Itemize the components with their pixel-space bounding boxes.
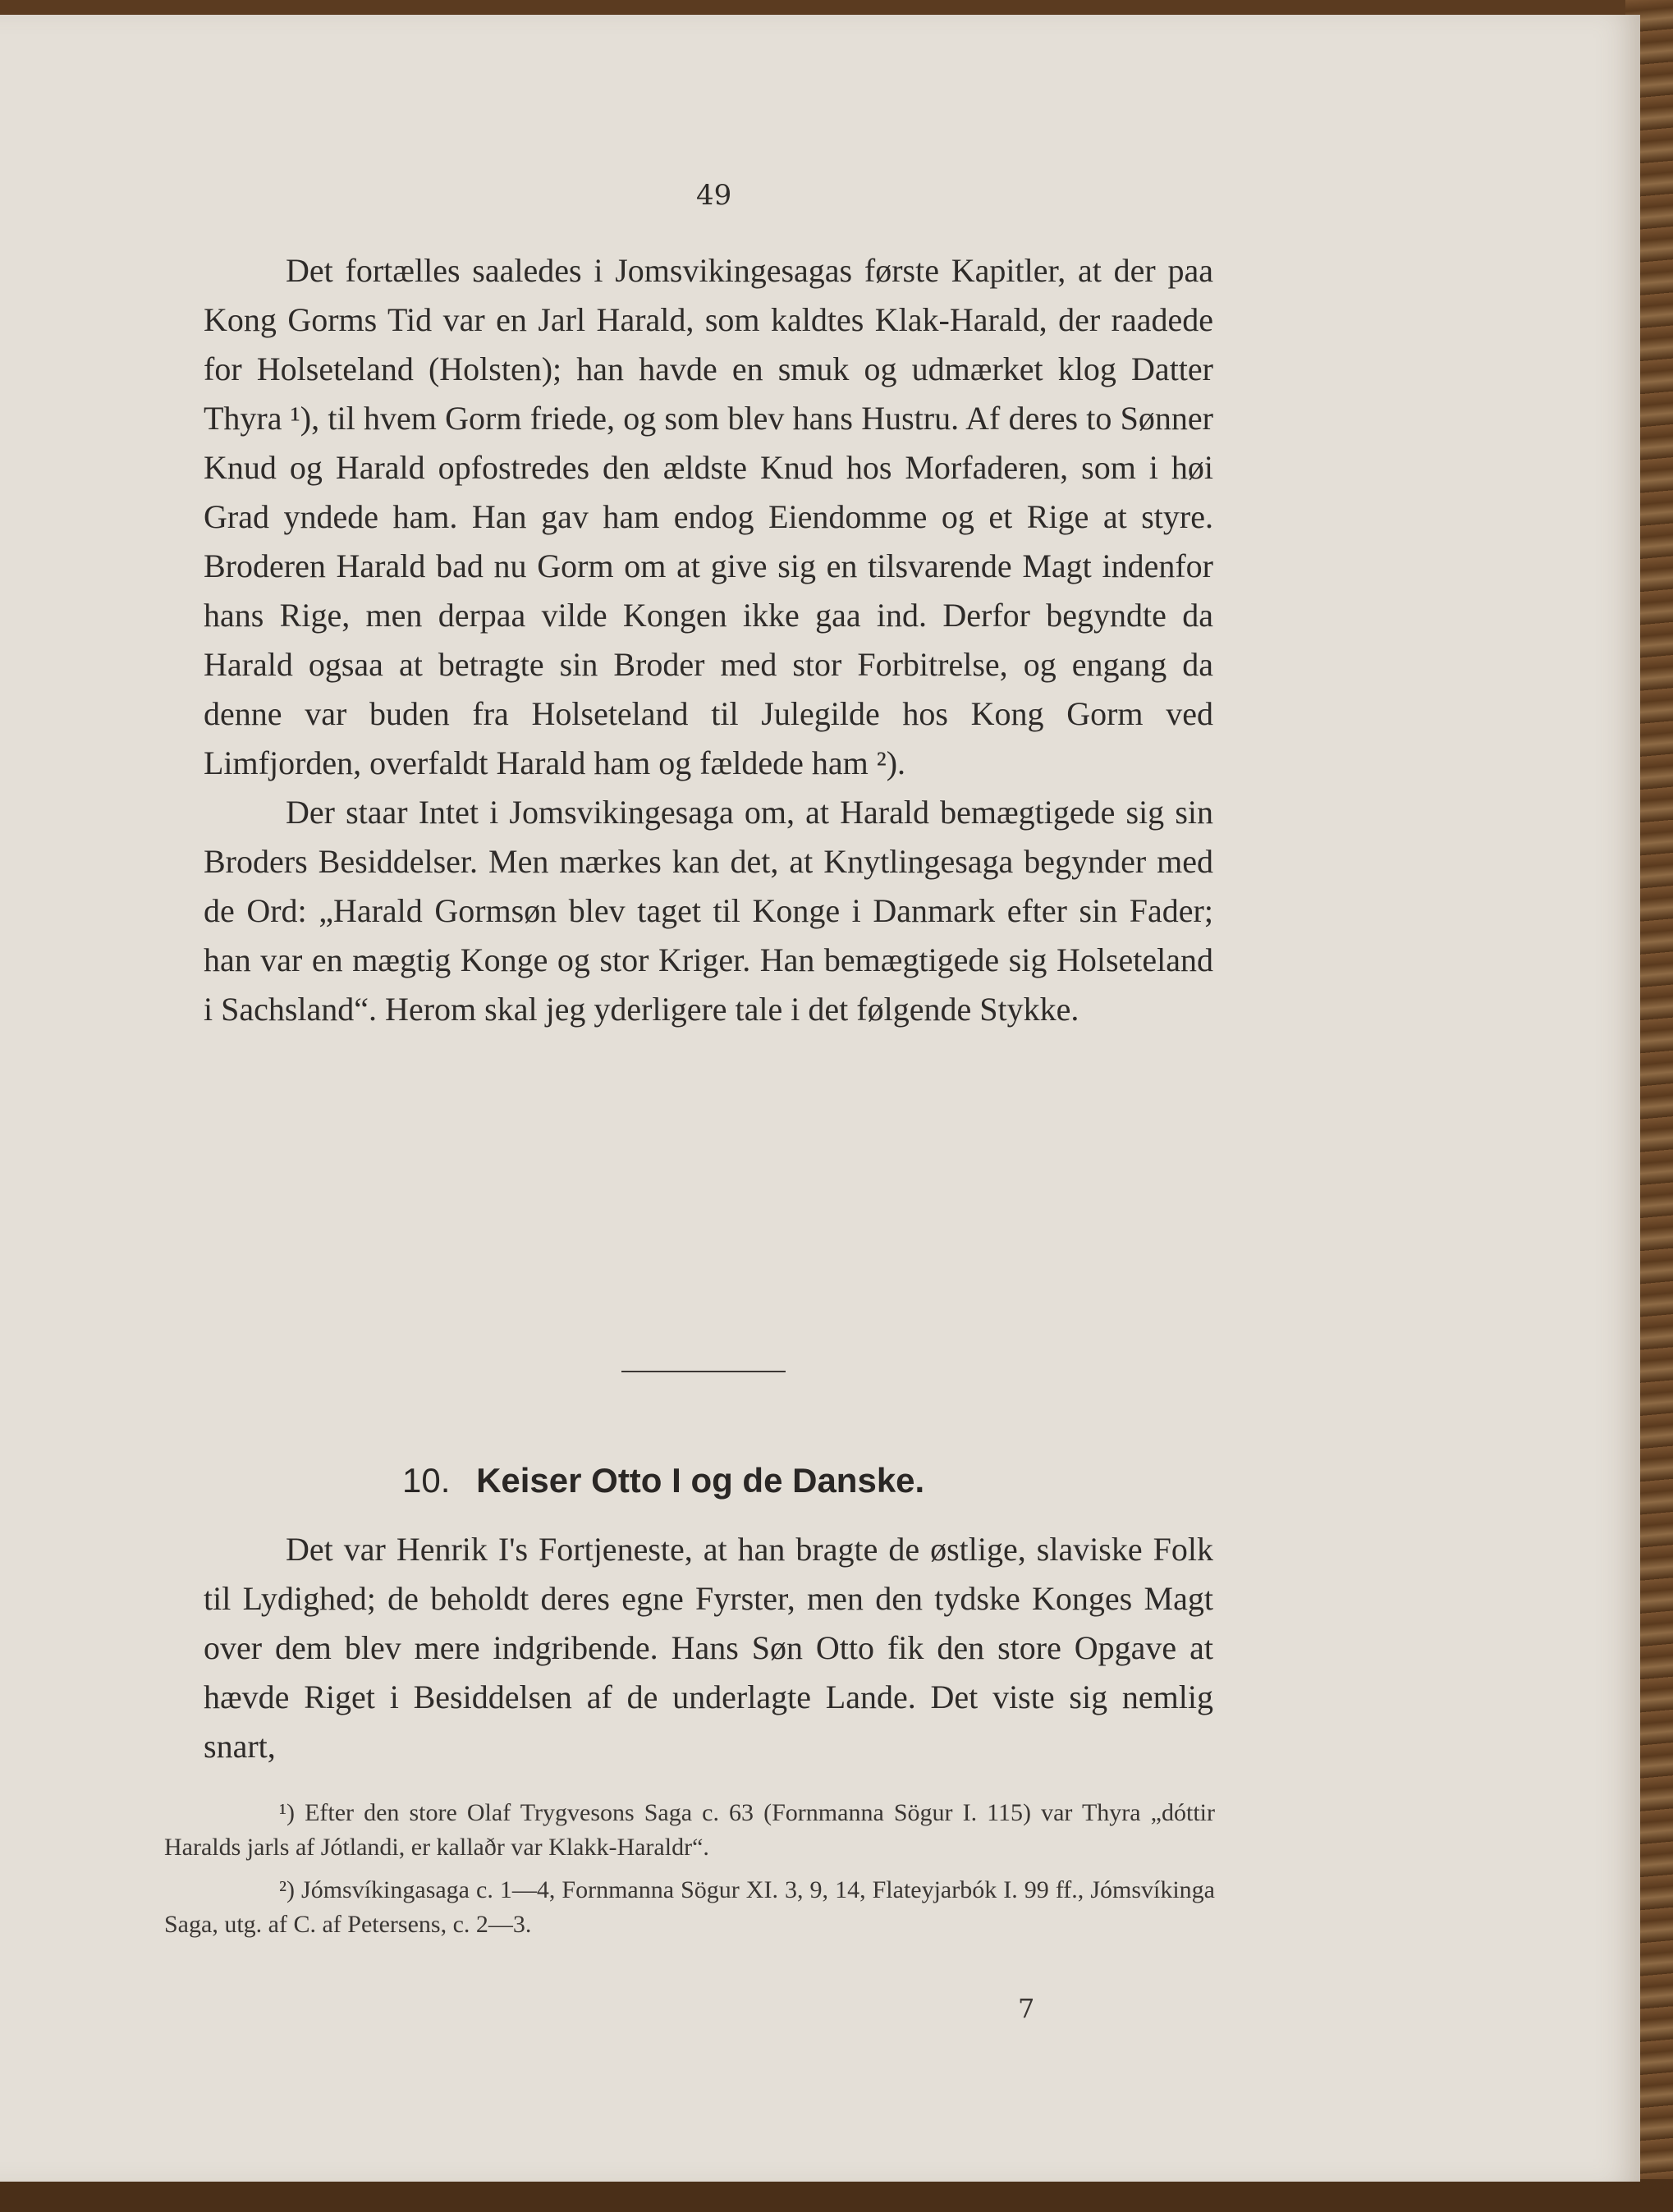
section-divider	[621, 1371, 786, 1372]
footnote-1: ¹) Efter den store Olaf Trygvesons Saga c. 63 (Fornmanna Sögur I. 115) var Thyra „dóttir Haralds jarls af Jótlandi, er kallaðr var Klakk-Haraldr“.	[164, 1799, 1215, 1861]
page-number: 49	[696, 179, 732, 212]
book-binding-bottom	[0, 2179, 1673, 2212]
section-heading	[402, 1461, 1059, 1500]
footnotes	[164, 1796, 1215, 1950]
section-title: Keiser Otto I og de Danske.	[476, 1461, 925, 1500]
footnote-2: ²) Jómsvíkingasaga c. 1—4, Fornmanna Sögur XI. 3, 9, 14, Flateyjarbók I. 99 ff., Jómsvíkinga Saga, utg. af C. af Petersens, c. 2—3.	[164, 1876, 1215, 1938]
section-paragraph-1: Det var Henrik I's Fortjeneste, at han bragte de østlige, slaviske Folk til Lydighed; de beholdt deres egne Fyrster, men den tydske Konges Magt over dem blev mere indgribende. Hans Søn Otto fik den store Opgave at hævde Riget i Besiddelsen af de underlagte Lande. Det viste sig nemlig snart,	[204, 1531, 1213, 1765]
section-body-text	[204, 1525, 1213, 1771]
section-number: 10.	[402, 1461, 451, 1500]
book-page	[0, 15, 1640, 2182]
paragraph-1: Det fortælles saaledes i Jomsvikingesagas første Kapitler, at der paa Kong Gorms Tid var en Jarl Harald, som kaldtes Klak-Harald, der raadede for Holseteland (Holsten); han havde en smuk og udmærket klog Datter Thyra ¹), til hvem Gorm friede, og som blev hans Hustru. Af deres to Sønner Knud og Harald opfostredes den ældste Knud hos Morfaderen, som i høi Grad yndede ham. Han gav ham endog Eiendomme og et Rige at styre. Broderen Harald bad nu Gorm om at give sig en tilsvarende Magt indenfor hans Rige, men derpaa vilde Kongen ikke gaa ind. Derfor begyndte da Harald ogsaa at betragte sin Broder med stor Forbitrelse, og engang da denne var buden fra Holseteland til Julegilde hos Kong Gorm ved Limfjorden, overfaldt Harald ham og fældede ham ²).	[204, 252, 1213, 781]
signature-mark: 7	[1018, 1993, 1035, 2024]
paragraph-2: Der staar Intet i Jomsvikingesaga om, at Harald bemægtigede sig sin Broders Besiddelser. Men mærkes kan det, at Knytlingesaga begynder med de Ord: „Harald Gormsøn blev taget til Konge i Danmark efter sin Fader; han var en mægtig Konge og stor Kriger. Han bemægtigede sig Holseteland i Sachsland“. Herom skal jeg yderligere tale i det følgende Stykke.	[204, 794, 1213, 1028]
body-text	[204, 246, 1213, 1034]
